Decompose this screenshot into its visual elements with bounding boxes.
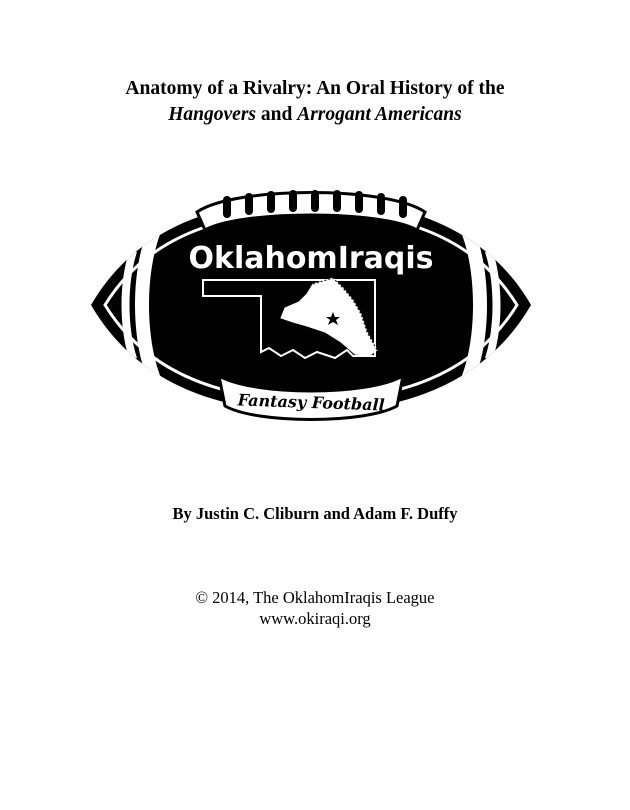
title-hangovers: Hangovers xyxy=(168,104,256,125)
copyright: © 2014, The OklahomIraqis League xyxy=(195,588,435,607)
byline: By Justin C. Cliburn and Adam F. Duffy xyxy=(172,504,458,523)
title-line-1: Anatomy of a Rivalry: An Oral History of the xyxy=(125,78,505,99)
title-and: and xyxy=(256,104,298,125)
logo-wordmark: OklahomIraqis xyxy=(188,241,434,276)
title-arrogant-americans: Arrogant Americans xyxy=(297,104,462,125)
football-logo-icon xyxy=(85,172,537,434)
title-line-2 xyxy=(0,105,630,125)
logo-subtitle: Fantasy Football xyxy=(237,390,386,415)
website: www.okiraqi.org xyxy=(259,609,371,628)
